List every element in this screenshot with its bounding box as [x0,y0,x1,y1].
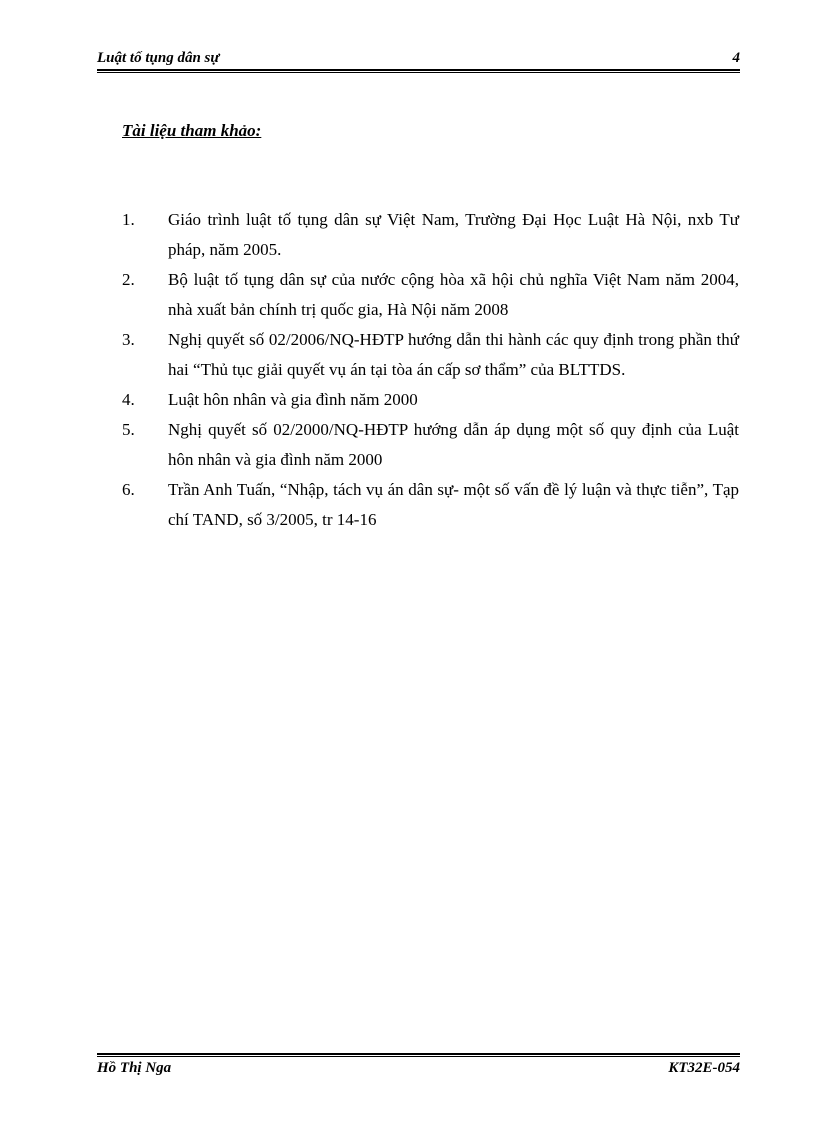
header-title: Luật tố tụng dân sự [97,50,220,66]
reference-number: 1. [122,210,135,229]
reference-item [122,385,739,415]
reference-item [122,205,739,265]
reference-text: Luật hôn nhân và gia đình năm 2000 [168,390,418,409]
reference-text: Giáo trình luật tố tụng dân sự Việt Nam, Trường Đại Học Luật Hà Nội, nxb Tư pháp, năm 2005. [168,210,739,259]
header-rule [97,69,740,73]
footer-rule [97,1053,740,1057]
reference-number: 2. [122,270,135,289]
reference-number: 3. [122,330,135,349]
page-header [97,50,740,70]
reference-item [122,475,739,535]
reference-text: Nghị quyết số 02/2000/NQ-HĐTP hướng dẫn áp dụng một số quy định của Luật hôn nhân và gia đình năm 2000 [168,420,739,469]
section-heading: Tài liệu tham khảo: [122,121,262,140]
reference-text: Nghị quyết số 02/2006/NQ-HĐTP hướng dẫn thi hành các quy định trong phần thứ hai “Thủ tục giải quyết vụ án tại tòa án cấp sơ thẩm” của BLTTDS. [168,330,739,379]
footer-author: Hồ Thị Nga [97,1060,172,1076]
page-number: 4 [732,50,740,66]
reference-item [122,265,739,325]
reference-number: 5. [122,420,135,439]
reference-item [122,325,739,385]
reference-number: 6. [122,480,135,499]
reference-number: 4. [122,390,135,409]
reference-list [122,205,739,535]
footer-code: KT32E-054 [668,1060,740,1076]
reference-item [122,415,739,475]
reference-text: Trần Anh Tuấn, “Nhập, tách vụ án dân sự- một số vấn đề lý luận và thực tiễn”, Tạp chí TAND, số 3/2005, tr 14-16 [168,480,739,529]
reference-text: Bộ luật tố tụng dân sự của nước cộng hòa xã hội chủ nghĩa Việt Nam năm 2004, nhà xuất bản chính trị quốc gia, Hà Nội năm 2008 [168,270,739,319]
page-footer [97,1060,740,1080]
